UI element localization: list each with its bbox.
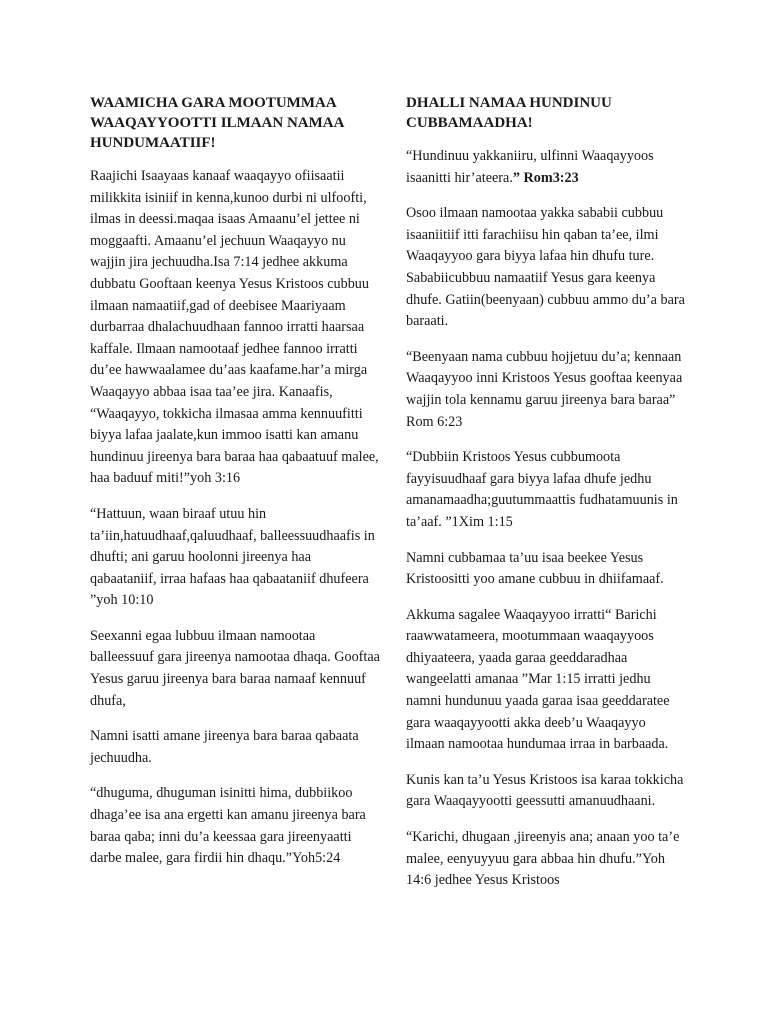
left-paragraph-4: Namni isatti amane jireenya bara baraa qabaata jechuudha. — [90, 728, 359, 766]
left-paragraph-5: “dhuguma, dhuguman isinitti hima, dubbiikoo dhaga’ee isa ana ergetti kan amanu jireenya bara baraa qaba; inni du’a keessaa gara jireenyaatti darbe malee, gara firdii hin dhaqu.”Yoh5:24 — [90, 785, 366, 867]
left-paragraph-2: “Hattuun, waan biraaf utuu hin ta’iin,hatuudhaaf,qaluudhaaf, balleessuudhaafis in dhufti; ani garuu hoolonni jireenya haa qabaataniif, irraa hafaas haa qabaataniif dhufeera ”yoh 10:10 — [90, 505, 375, 609]
right-heading: DHALLI NAMAA HUNDINUU CUBBAMAADHA! — [406, 95, 612, 131]
right-paragraph-1: Osoo ilmaan namootaa yakka sababii cubbuu isaaniitiif itti farachiisu hin qaban ta’ee, ilmi Waaqayyoo gara biyya lafaa hin dhufu ture. Sababiicubbuu namaatiif Yesus gara keenya dhufe. Gatiin(beenyaan) cubbuu ammo du’a bara baraati. — [406, 205, 685, 330]
right-paragraph-5: Akkuma sagalee Waaqayyoo irratti“ Barichi raawwatameera, mootummaan waaqayyoos dhiyaateera, yaada garaa geeddaradhaa wangeelatti amanaa ”Mar 1:15 irratti jedhu namni hundunuu yaada garaa isaa geeddaratee gara waaqayyootti akka deeb’u Waaqayyo ilmaan namootaa hundumaa irraa in barbaada. — [406, 606, 670, 753]
right-paragraph-2: “Beenyaan nama cubbuu hojjetuu du’a; kennaan Waaqayyoo inni Kristoos Yesus gooftaa keenyaa wajjin tola kennamu garuu jireenya bara baraa” Rom 6:23 — [406, 348, 683, 430]
right-column — [406, 93, 686, 906]
left-column — [90, 93, 380, 884]
right-quote-text: “Hundinuu yakkaniiru, ulfinni Waaqayyoos isaanitti hir’ateera. — [406, 148, 654, 186]
right-paragraph-7: “Karichi, dhugaan ,jireenyis ana; anaan yoo ta’e malee, eenyuyyuu gara abbaa hin dhufu.”Yoh 14:6 jedhee Yesus Kristoos — [406, 829, 680, 889]
right-paragraph-6: Kunis kan ta’u Yesus Kristoos isa karaa tokkicha gara Waaqayyootti geessutti amanuudhaani. — [406, 771, 684, 810]
right-paragraph-3: “Dubbiin Kristoos Yesus cubbumoota fayyisuudhaaf gara biyya lafaa dhufe jedhu amanamaadha;guutummaattis fudhatamuunis in ta’aaf. ”1Xim 1:15 — [406, 449, 678, 530]
right-paragraph-4: Namni cubbamaa ta’uu isaa beekee Yesus Kristoositti yoo amane cubbuu in dhiifamaaf. — [406, 549, 664, 588]
left-paragraph-1: Raajichi Isaayaas kanaaf waaqayyo ofiisaatii milikkita isiniif in kenna,kunoo durbi ni ulfoofti, ilmas in deessi.maqaa isaas Amaanu’el jettee ni moggaafti. Amaanu’el jechuun Waaqayyo nu wajjin jira jechuudha.Isa 7:14 jedhee akkuma dubbatu Gooftaan keenya Yesus Kristoos cubbuu ilmaan namaatiif,gad of deebisee Maariyaam durbarraa dhalachuudhaan fannoo irratti haarsaa kaffale. Ilmaan namootaaf jedhee fannoo irratti du’ee hawwaalamee du’aas kaafame.har’a mirga Waaqayyo abbaa isaa taa’ee jira. Kanaafis, “Waaqayyo, tokkicha ilmasaa amma kennuufitti biyya lafaa jaalate,kun immoo isatti kan amanu hundinuu jireenya bara baraa haa qabaatuuf malee, haa baduuf miti!”yoh 3:16 — [90, 168, 379, 487]
right-quote-ref: ” Rom3:23 — [512, 169, 579, 186]
left-heading: WAAMICHA GARA MOOTUMMAA WAAQAYYOOTTI ILMAAN NAMAA HUNDUMAATIIF! — [90, 95, 344, 151]
left-paragraph-3: Seexanni egaa lubbuu ilmaan namootaa balleessuuf gara jireenya namootaa dhaqa. Gooftaa Yesus garuu jireenya bara baraa namaaf kennuuf dhufa, — [90, 627, 380, 709]
right-quote — [406, 146, 686, 189]
